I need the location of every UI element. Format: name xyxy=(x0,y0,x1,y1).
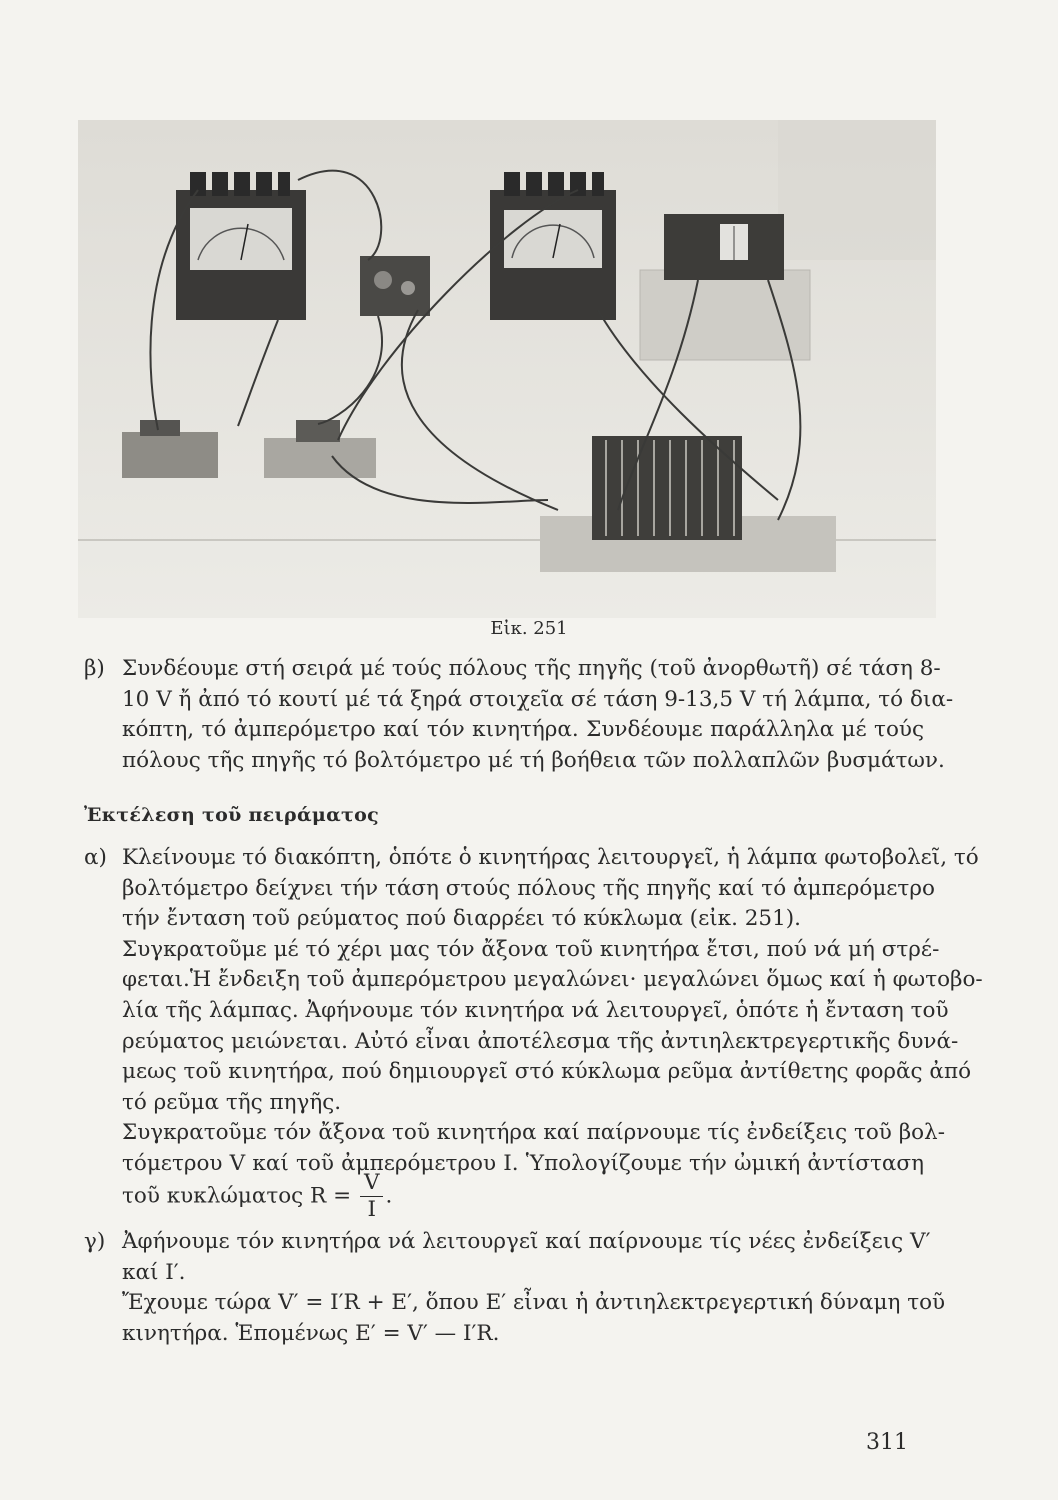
step-a-line: ρεύματος μειώνεται. Αὐτό εἶναι ἀποτέλεσμα τῆς ἀντιηλεκτρεγερτικῆς δυνά- xyxy=(122,1028,959,1054)
formula-fraction xyxy=(360,1170,384,1223)
step-a-paragraph xyxy=(84,843,983,1180)
formula-numerator: V xyxy=(360,1170,384,1197)
step-c-paragraph xyxy=(84,1227,946,1349)
step-a-line: φεται.Ἡ ἔνδειξη τοῦ ἀμπερόμετρου μεγαλώνει· μεγαλώνει ὅμως καί ἡ φωτοβο- xyxy=(122,967,983,993)
step-a-line: μεως τοῦ κινητήρα, πού δημιουργεῖ στό κύκλωμα ρεῦμα ἀντίθετης φορᾶς ἀπό xyxy=(122,1059,972,1085)
step-b-line: Συνδέουμε στή σειρά μέ τούς πόλους τῆς πηγῆς (τοῦ ἀνορθωτῆ) σέ τάση 8- xyxy=(122,656,941,681)
step-a-line: τό ρεῦμα τῆς πηγῆς. xyxy=(122,1089,342,1115)
formula-denominator: I xyxy=(367,1197,376,1222)
switch-board xyxy=(360,256,430,316)
step-c-line: Ἀφήνουμε τόν κινητήρα νά λειτουργεῖ καί παίρνουμε τίς νέες ἐνδείξεις V′ xyxy=(122,1229,931,1254)
formula-prefix: τοῦ κυκλώματος R = xyxy=(122,1183,352,1209)
section-heading: Ἐκτέλεση τοῦ πειράματος xyxy=(84,804,379,826)
step-c-label: γ) xyxy=(84,1229,106,1254)
figure-caption: Εἰκ. 251 xyxy=(490,618,568,639)
resistance-formula xyxy=(122,1170,392,1223)
step-b-paragraph xyxy=(84,654,954,776)
step-b-line: 10 V ἤ ἀπό τό κουτί μέ τά ξηρά στοιχεῖα σέ τάση 9-13,5 V τή λάμπα, τό δια- xyxy=(122,686,954,712)
step-a-line: Συγκρατοῦμε μέ τό χέρι μας τόν ἄξονα τοῦ κινητήρα ἔτσι, πού νά μή στρέ- xyxy=(122,936,940,962)
step-a-line: βολτόμετρο δείχνει τήν τάση στούς πόλους τῆς πηγῆς καί τό ἀμπερόμετρο xyxy=(122,875,935,901)
step-b-label: β) xyxy=(84,656,105,681)
step-a-label: α) xyxy=(84,845,107,870)
formula-suffix: . xyxy=(385,1183,393,1209)
step-a-line: λία τῆς λάμπας. Ἀφήνουμε τόν κινητήρα νά λειτουργεῖ, ὁπότε ἡ ἔνταση τοῦ xyxy=(122,997,949,1023)
step-b-line: πόλους τῆς πηγῆς τό βολτόμετρο μέ τή βοήθεια τῶν πολλαπλῶν βυσμάτων. xyxy=(122,747,945,773)
step-b-line: κόπτη, τό ἀμπερόμετρο καί τόν κινητήρα. Συνδέουμε παράλληλα μέ τούς xyxy=(122,717,924,743)
step-c-line: Ἔχουμε τώρα V′ = I′R + E′, ὅπου E′ εἶναι ἡ ἀντιηλεκτρεγερτική δύναμη τοῦ xyxy=(122,1290,946,1316)
step-a-line: Κλείνουμε τό διακόπτη, ὁπότε ὁ κινητήρας λειτουργεῖ, ἡ λάμπα φωτοβολεῖ, τό xyxy=(122,845,979,870)
step-a-line: τήν ἔνταση τοῦ ρεύματος πού διαρρέει τό κύκλωμα (εἰκ. 251). xyxy=(122,906,802,932)
step-c-line: κινητήρα. Ἑπομένως E′ = V′ — I′R. xyxy=(122,1320,500,1346)
step-a-line: τόμετρου V καί τοῦ ἀμπερόμετρου I. Ὑπολογίζουμε τήν ὠμική ἀντίσταση xyxy=(122,1150,924,1176)
step-a-line: Συγκρατοῦμε τόν ἄξονα τοῦ κινητήρα καί παίρνουμε τίς ἐνδείξεις τοῦ βολ- xyxy=(122,1120,945,1146)
step-c-line: καί I′. xyxy=(122,1259,186,1285)
page-number: 311 xyxy=(866,1430,908,1455)
experiment-photograph xyxy=(78,120,936,618)
voltmeter-middle xyxy=(490,172,616,320)
apparatus-illustration xyxy=(78,120,936,618)
